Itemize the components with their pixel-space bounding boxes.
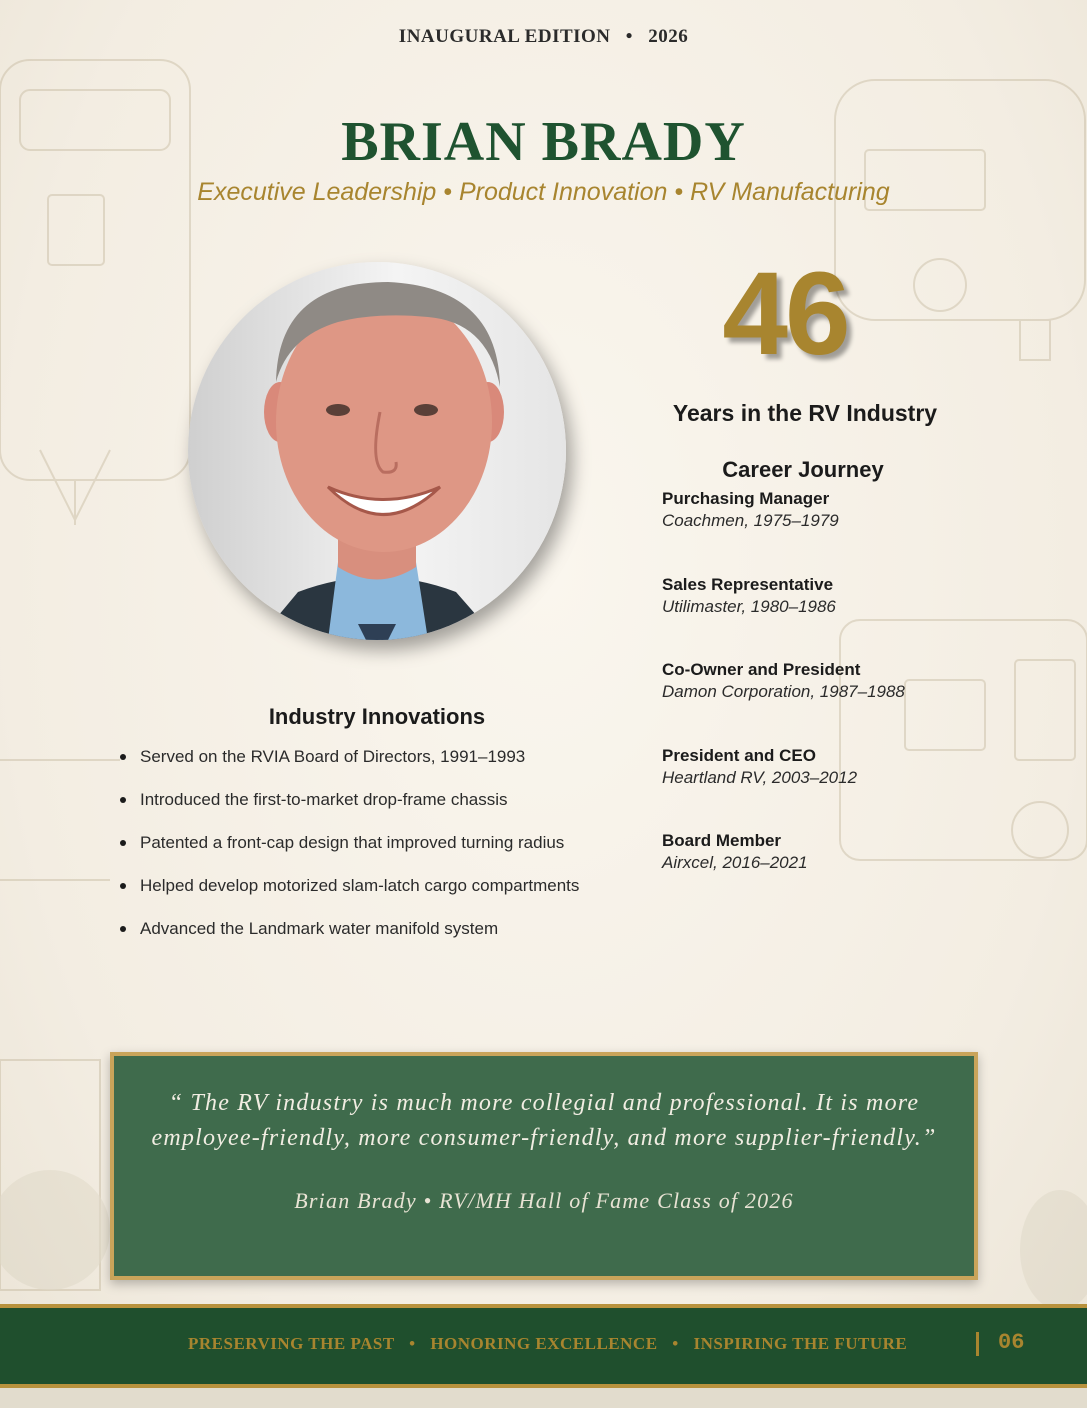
edition-line [0,26,1087,48]
footer-separator: • [672,1334,679,1353]
edition-label: INAUGURAL EDITION [398,26,611,47]
career-entry [662,574,982,618]
career-company: Heartland RV, 2003–2012 [662,768,858,787]
quote-box [110,1052,978,1280]
career-role: Purchasing Manager [662,489,830,508]
bottom-strip [0,1388,1087,1408]
list-item: Helped develop motorized slam-latch cargo compartments [116,873,656,916]
footer-item: PRESERVING THE PAST [188,1334,395,1353]
career-role: Board Member [662,831,782,850]
footer-banner [0,1304,1087,1388]
career-entry [662,659,982,703]
footer-item: INSPIRING THE FUTURE [693,1334,908,1353]
page-number: 06 [998,1330,1025,1355]
career-journey-title: Career Journey [722,457,884,482]
footer-separator: • [409,1334,416,1353]
portrait-illustration [188,262,566,640]
innovations-list [116,744,656,959]
innovations-title: Industry Innovations [268,704,486,729]
career-role: President and CEO [662,746,816,765]
quote-text: “ The RV industry is much more collegial and professional. It is more employee-friendly, more consumer-friendly, and more supplier-friendly.” [151,1090,937,1151]
career-role: Co-Owner and President [662,660,861,679]
years-number: 46 [722,248,848,380]
footer-divider [976,1332,979,1356]
profile-subtitle: Executive Leadership • Product Innovation • RV Manufacturing [197,178,890,206]
edition-year: 2026 [648,26,689,47]
list-item: Advanced the Landmark water manifold system [116,916,656,959]
footer-tagline [188,1334,908,1354]
career-company: Damon Corporation, 1987–1988 [662,682,905,701]
list-item: Patented a front-cap design that improved turning radius [116,830,656,873]
portrait-photo [188,262,566,640]
career-entry [662,488,982,532]
career-entry [662,745,982,789]
footer-item: HONORING EXCELLENCE [430,1334,658,1353]
list-item: Served on the RVIA Board of Directors, 1991–1993 [116,744,656,787]
years-label: Years in the RV Industry [672,400,938,426]
career-company: Airxcel, 2016–2021 [662,853,808,872]
quote-attribution: Brian Brady • RV/MH Hall of Fame Class of 2026 [294,1188,794,1213]
career-entry [662,830,982,874]
edition-separator: • [625,26,633,47]
career-company: Utilimaster, 1980–1986 [662,597,836,616]
profile-name: BRIAN BRADY [341,111,746,173]
career-company: Coachmen, 1975–1979 [662,511,839,530]
list-item: Introduced the first-to-market drop-frame chassis [116,787,656,830]
career-role: Sales Representative [662,575,834,594]
